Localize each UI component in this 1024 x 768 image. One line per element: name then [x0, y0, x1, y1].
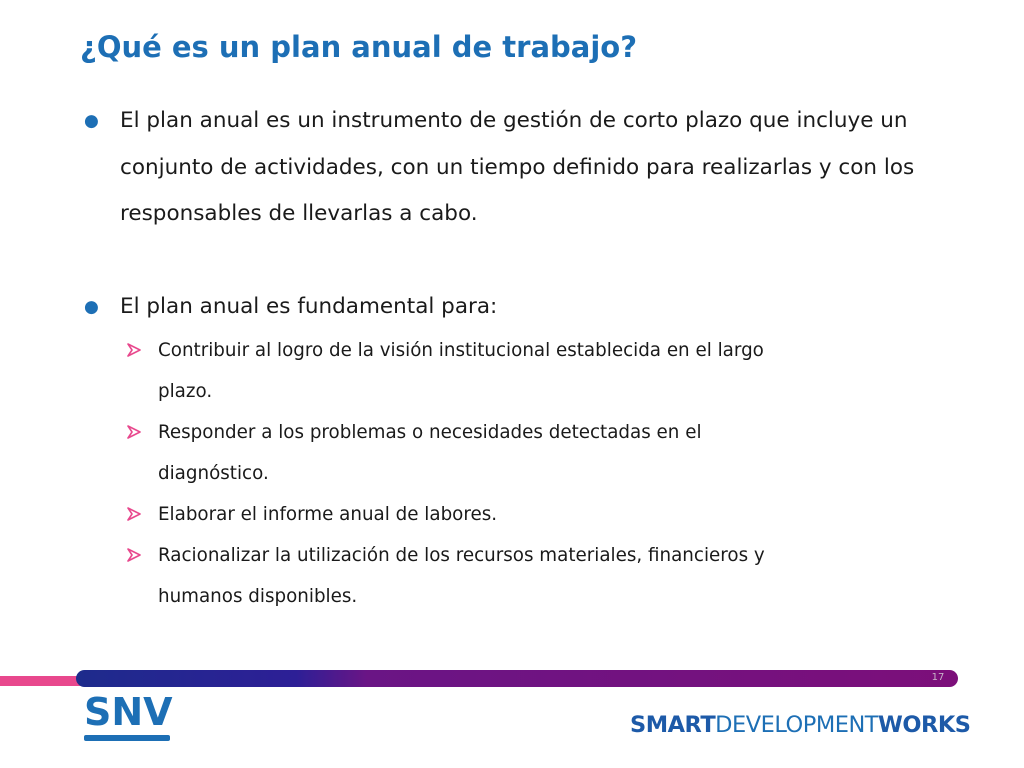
- tagline-smart: SMART: [630, 712, 716, 738]
- bullet-item: [84, 98, 964, 238]
- tagline-works: WORKS: [878, 712, 971, 738]
- sub-bullet-line: Racionalizar la utilización de los recursos materiales, financieros y: [158, 545, 765, 566]
- bullet-text: El plan anual es fundamental para:: [120, 293, 498, 319]
- svg-text:SNV: SNV: [84, 690, 173, 734]
- arrow-right-icon: [126, 547, 142, 563]
- bullet-dot-icon: ●: [84, 296, 99, 317]
- sub-bullet-item: [84, 330, 964, 412]
- slide-title: ¿Qué es un plan anual de trabajo?: [80, 30, 638, 64]
- arrow-right-icon: [126, 342, 142, 358]
- tagline: [630, 712, 970, 738]
- sub-bullet-line: plazo.: [158, 381, 213, 402]
- sub-bullet-list: [84, 330, 964, 617]
- sub-bullet-line: diagnóstico.: [158, 463, 269, 484]
- sub-bullet-item: [84, 494, 964, 535]
- bullet-text: El plan anual es un instrumento de gestión de corto plazo que incluye un conjunto de actividades, con un tiempo definido para realizarlas y con los responsables de llevarlas a cabo.: [120, 108, 915, 226]
- page-number: 17: [931, 672, 945, 683]
- sub-bullet-line: Contribuir al logro de la visión institucional establecida en el largo: [158, 340, 764, 361]
- bullet-dot-icon: ●: [84, 111, 99, 131]
- sub-bullet-item: [84, 535, 964, 617]
- sub-bullet-line: Elaborar el informe anual de labores.: [158, 504, 498, 525]
- sub-bullet-item: [84, 412, 964, 494]
- sub-bullet-line: humanos disponibles.: [158, 586, 358, 607]
- arrow-right-icon: [126, 506, 142, 522]
- tagline-development: DEVELOPMENT: [715, 712, 879, 738]
- slide-content: [84, 98, 964, 617]
- arrow-right-icon: [126, 424, 142, 440]
- sub-bullet-line: Responder a los problemas o necesidades detectadas en el: [158, 422, 702, 443]
- footer-color-bar: [0, 670, 958, 688]
- bullet-item: [84, 284, 964, 331]
- snv-logo: [82, 690, 174, 742]
